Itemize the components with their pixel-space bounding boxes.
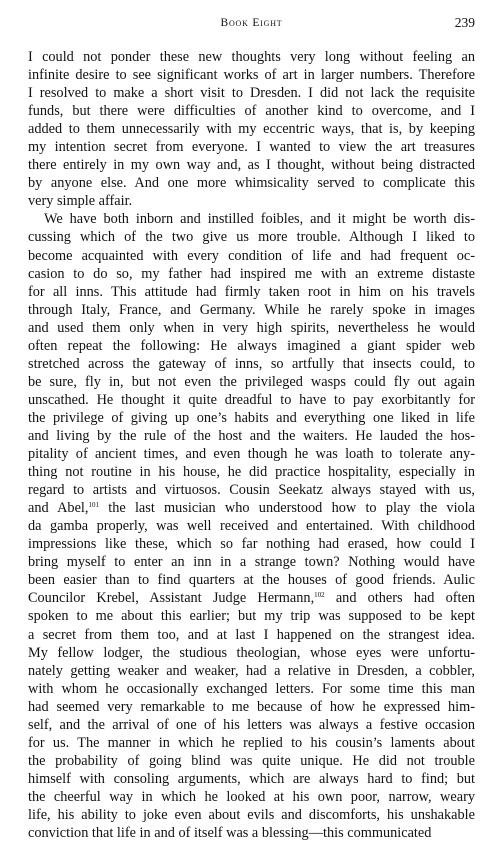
- text-line: the cheerful way in which he looked at his own poor, narrow, weary: [28, 788, 475, 805]
- page-number: 239: [454, 15, 475, 30]
- text-line: casion to do so, my father had inspired me with an extreme distaste: [28, 265, 475, 282]
- text-line: there entirely in my own way and, as I thought, without being distracted: [28, 157, 475, 174]
- text-line: through Italy, France, and Germany. While he rarely spoke in images: [28, 301, 475, 318]
- text-line: infinite desire to see significant works of art in larger numbers. Therefore: [28, 67, 475, 84]
- text-line: by anyone else. And one more whimsicality served to complicate this: [28, 175, 475, 192]
- text-line: for us. The manner in which he replied to his cousin’s laments about: [28, 734, 475, 751]
- text-line: spoken to me about this earlier; but my trip was supposed to be kept: [28, 608, 475, 625]
- text-line: unscathed. He thought it quite dreadful to have to pay exorbitantly for: [28, 391, 475, 408]
- text-line: had seemed very remarkable to me because of how he expressed him-: [28, 698, 475, 715]
- text-line: and living by the rule of the host and the waiters. He lauded the hos-: [28, 427, 475, 444]
- book-page: [28, 14, 475, 842]
- body-text: [28, 48, 475, 842]
- text-line: my intention secret from everyone. I wanted to view the art treasures: [28, 139, 475, 156]
- text-line: himself with consoling arguments, which are always hard to find; but: [28, 770, 475, 787]
- text-line: been easier than to find quarters at the houses of good friends. Aulic: [28, 572, 475, 589]
- running-head: [28, 14, 475, 38]
- text-line: cussing which of the two give us more trouble. Although I liked to: [28, 229, 475, 246]
- text-line: bring myself to enter an inn in a strange town? Nothing would have: [28, 554, 475, 571]
- text-line: thing not routine in his house, he did practice hospitality, especially in: [28, 464, 475, 481]
- text-line: We have both inborn and instilled foibles, and it might be worth dis-: [44, 211, 475, 228]
- text-line: I resolved to make a short visit to Dresden. I did not lack the requisite: [28, 85, 475, 102]
- footnote-ref: 101: [88, 501, 99, 510]
- text-line: conviction that life in and of itself was a blessing—this communicated: [28, 825, 432, 842]
- text-line: become acquainted with every condition of life and had frequent oc-: [28, 247, 475, 264]
- text-line: the probability of going blind was quite unique. He did not trouble: [28, 752, 475, 769]
- text-line: regard to artists and virtuosos. Cousin Seekatz always stayed with us,: [28, 482, 475, 499]
- text-line: for all inns. This attitude had firmly taken root in him on his travels: [28, 283, 475, 300]
- text-line: with whom he occasionally exchanged letters. For some time this man: [28, 680, 475, 697]
- text-line: be sure, fly in, but not even the privileged wasps could fly out again: [28, 373, 475, 390]
- text-line: nately getting weaker and weaker, had a relative in Dresden, a cobbler,: [28, 662, 475, 679]
- text-line: da gamba properly, was well received and entertained. With childhood: [28, 518, 475, 535]
- text-line: My fellow lodger, the studious theologian, whose eyes were unfortu-: [28, 644, 475, 661]
- text-line: stretched across the gateway of inns, so artfully that insects could, to: [28, 355, 475, 372]
- text-line: I could not ponder these new thoughts very long without feeling an: [28, 49, 475, 65]
- paragraph: [28, 48, 475, 210]
- text-line: self, and the arrival of one of his letters was always a festive occasion: [28, 716, 475, 733]
- running-head-title: Book Eight: [220, 17, 283, 29]
- text-line: the privilege of giving up one’s habits and everything one liked in life: [28, 409, 475, 426]
- text-line: often repeat the following: He always imagined a giant spider web: [28, 337, 475, 354]
- text-line: very simple affair.: [28, 193, 133, 210]
- paragraph: [28, 210, 475, 842]
- text-line: added to them unnecessarily with my eccentric ways, that is, by keeping: [28, 121, 475, 138]
- text-line: and used them only when in very high spirits, nevertheless he would: [28, 319, 475, 336]
- text-line: and Abel,$^{101}$ the last musician who understood how to play the viola: [28, 500, 475, 517]
- text-line: a secret from them too, and at last I happened on the strangest idea.: [28, 626, 475, 643]
- text-line: funds, but there were difficulties of another kind to overcome, and I: [28, 103, 475, 120]
- text-line: Councilor Krebel, Assistant Judge Hermann,$^{102}$ and others had often: [28, 590, 475, 607]
- text-line: impressions like these, which so far nothing had erased, how could I: [28, 536, 475, 553]
- text-line: life, his ability to joke even about evils and discomforts, his unshakable: [28, 806, 475, 823]
- text-line: pitality of ancient times, and even though he was loath to tolerate any-: [28, 446, 475, 463]
- footnote-ref: 102: [314, 591, 325, 600]
